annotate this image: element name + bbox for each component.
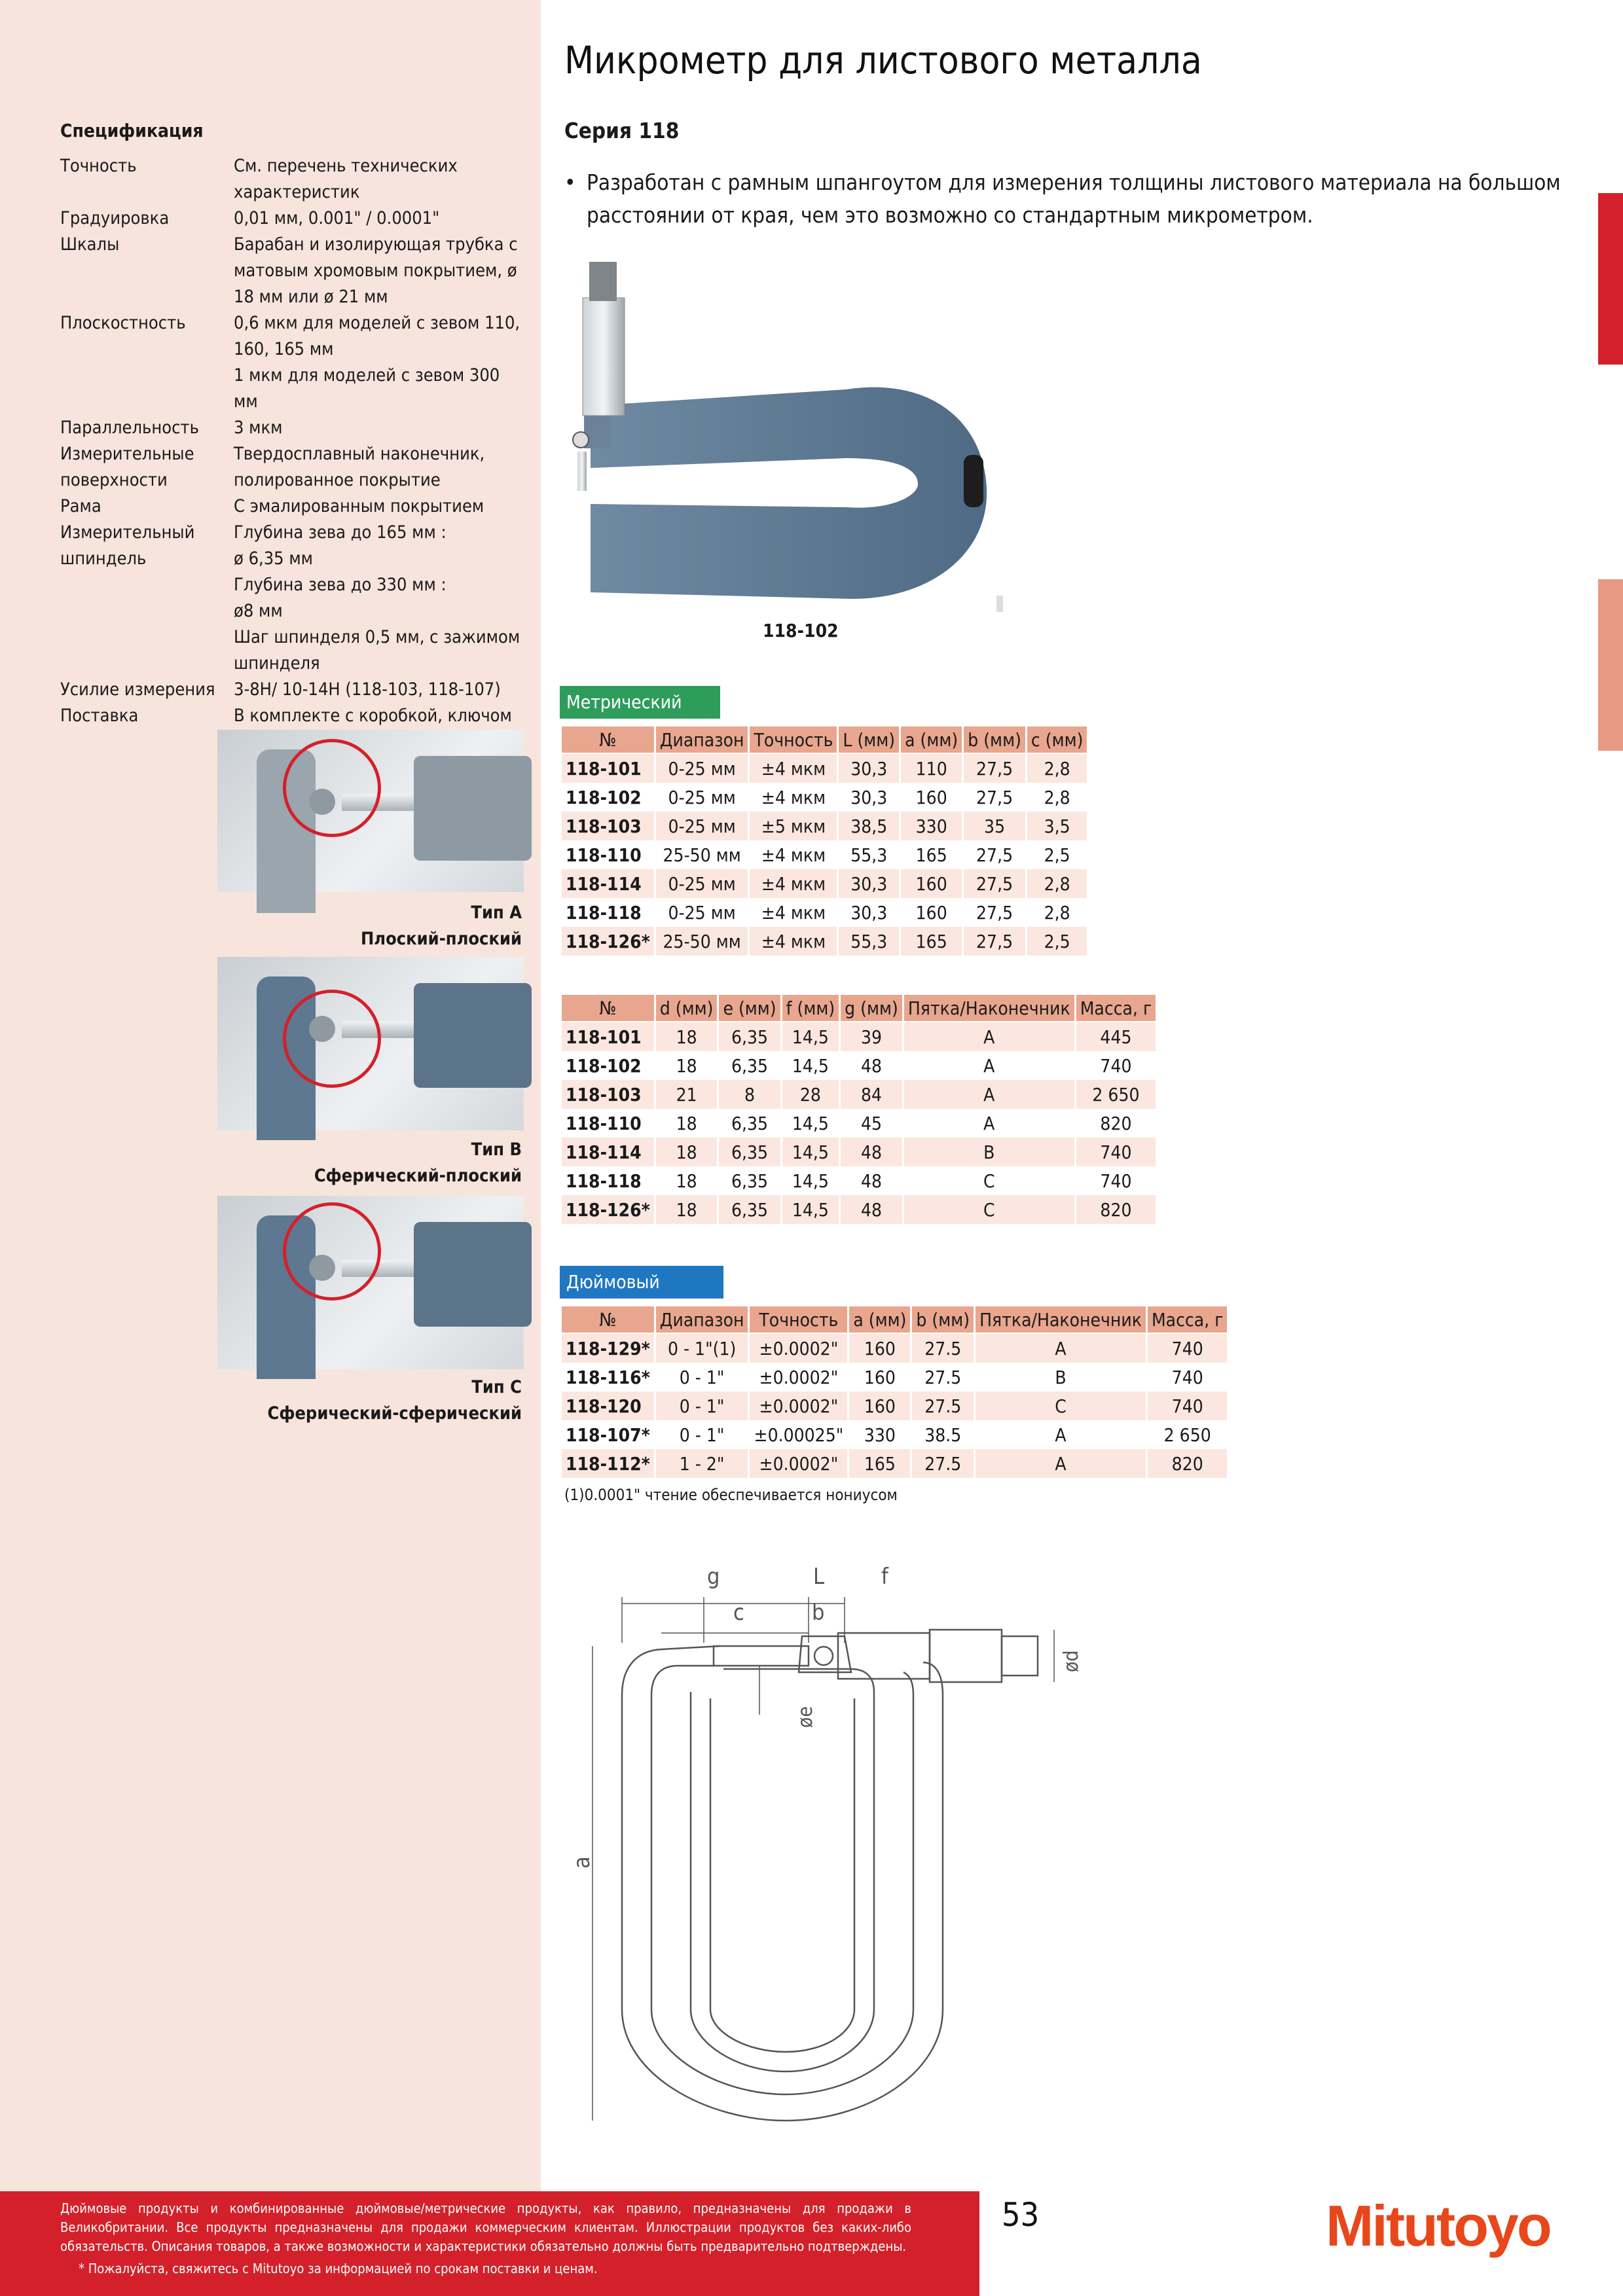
spec-value: 0,6 мкм для моделей с зевом 110, 160, 165 мм 1 мкм для моделей с зевом 300 мм — [234, 313, 520, 412]
type-c-caption — [268, 1374, 522, 1427]
table-cell: 2,8 — [1027, 754, 1087, 783]
column-header: Пятка/Наконечник — [976, 1306, 1146, 1334]
model-number-cell: 118-118 — [562, 1166, 654, 1195]
series-label: Серия 118 — [564, 118, 680, 143]
table-cell: 330 — [849, 1420, 910, 1449]
column-header: № — [562, 995, 654, 1022]
table-cell: 25-50 мм — [656, 840, 748, 869]
table-row — [562, 1022, 1156, 1051]
column-header: Пятка/Наконечник — [904, 995, 1074, 1022]
type-a-name: Тип А — [471, 903, 522, 923]
table-cell: 48 — [841, 1138, 902, 1166]
model-number-cell: 118-101 — [562, 1022, 654, 1051]
table-cell: 27.5 — [912, 1449, 974, 1478]
table-cell: A — [976, 1420, 1146, 1449]
column-header: f (мм) — [782, 995, 839, 1022]
metric-table-1 — [560, 726, 1089, 956]
table-cell: 6,35 — [719, 1109, 780, 1138]
table-cell: 28 — [782, 1080, 839, 1109]
table-cell: 160 — [849, 1363, 910, 1391]
spec-value: См. перечень технических характеристик — [234, 156, 458, 202]
model-number-cell: 118-126* — [562, 927, 654, 956]
type-b-caption — [314, 1137, 522, 1189]
table-cell: 30,3 — [839, 898, 899, 927]
spec-value: 0,01 мм, 0.001" / 0.0001" — [234, 208, 440, 228]
table-cell: 27.5 — [912, 1391, 974, 1420]
table-cell: A — [904, 1022, 1074, 1051]
table-cell: 2 650 — [1148, 1420, 1228, 1449]
drawing-label-b: b — [812, 1600, 825, 1626]
model-number-cell: 118-107* — [562, 1420, 654, 1449]
spec-table — [60, 153, 528, 729]
spec-key: Градуировка — [60, 208, 170, 228]
table-cell: 165 — [901, 927, 962, 956]
table-cell: 160 — [901, 783, 962, 812]
table-cell: 18 — [656, 1109, 718, 1138]
inch-footnote: (1)0.0001" чтение обеспечивается нониусом — [564, 1486, 898, 1504]
model-number-cell: 118-129* — [562, 1334, 654, 1363]
table-cell: ±4 мкм — [750, 783, 837, 812]
table-row — [562, 1334, 1227, 1363]
section-tab — [1598, 579, 1623, 751]
spec-value: В комплекте с коробкой, ключом — [234, 706, 512, 726]
table-cell: 18 — [656, 1195, 718, 1224]
table-cell: 8 — [719, 1080, 780, 1109]
column-header: Масса, г — [1148, 1306, 1228, 1334]
spec-title: Спецификация — [60, 120, 204, 141]
spec-row — [60, 232, 528, 310]
drawing-label-c: c — [733, 1600, 744, 1626]
model-number-cell: 118-112* — [562, 1449, 654, 1478]
table-cell: 21 — [656, 1080, 718, 1109]
model-number-cell: 118-101 — [562, 754, 654, 783]
model-number-cell: 118-110 — [562, 1109, 654, 1138]
table-cell: B — [976, 1363, 1146, 1391]
table-cell: 160 — [849, 1391, 910, 1420]
table-cell: 0-25 мм — [656, 898, 748, 927]
table-row — [562, 1449, 1227, 1478]
inch-section-label: Дюймовый — [560, 1266, 723, 1299]
column-header: a (мм) — [901, 726, 962, 754]
type-b-name: Тип В — [471, 1139, 522, 1160]
table-cell: ±0.00025" — [750, 1420, 847, 1449]
spec-key: Плоскостность — [60, 313, 186, 333]
table-cell: 18 — [656, 1138, 718, 1166]
table-cell: 160 — [901, 869, 962, 898]
table-cell: 2 650 — [1076, 1080, 1156, 1109]
table-cell: 27,5 — [964, 783, 1025, 812]
product-photo — [564, 259, 1029, 612]
table-cell: 0-25 мм — [656, 783, 748, 812]
table-cell: 27.5 — [912, 1334, 974, 1363]
spec-row — [60, 310, 528, 415]
dimension-drawing — [569, 1551, 1198, 2140]
footer-disclaimer: Дюймовые продукты и комбинированные дюймовые/метрические продукты, как правило, предназначены для продажи в Великобритании. Все продукты предназначены для продажи коммерческим клиентам. Иллюстрации продуктов без каких-либо обязательств. Описания товаров, а также возможности и характеристики обязательно должны быть предварительно подтверждены. — [60, 2200, 911, 2254]
table-cell: 820 — [1076, 1109, 1156, 1138]
column-header: a (мм) — [849, 1306, 910, 1334]
table-cell: 740 — [1076, 1051, 1156, 1080]
table-cell: 740 — [1076, 1138, 1156, 1166]
table-cell: A — [904, 1109, 1074, 1138]
table-header-row — [562, 726, 1087, 754]
table-cell: ±0.0002" — [750, 1334, 847, 1363]
table-cell: 38,5 — [839, 812, 899, 840]
column-header: d (мм) — [656, 995, 718, 1022]
inch-table — [560, 1306, 1229, 1478]
column-header: Точность — [750, 726, 837, 754]
table-cell: 18 — [656, 1022, 718, 1051]
table-cell: 84 — [841, 1080, 902, 1109]
table-cell: 27,5 — [964, 840, 1025, 869]
table-row — [562, 754, 1087, 783]
type-a-caption — [361, 900, 522, 952]
table-row — [562, 1363, 1227, 1391]
table-cell: 0-25 мм — [656, 754, 748, 783]
spec-key: Точность — [60, 156, 137, 176]
table-cell: C — [904, 1195, 1074, 1224]
table-cell: 0-25 мм — [656, 869, 748, 898]
table-cell: ±4 мкм — [750, 840, 837, 869]
model-number-cell: 118-114 — [562, 869, 654, 898]
table-cell: ±0.0002" — [750, 1449, 847, 1478]
type-c-name: Тип С — [471, 1377, 522, 1397]
spec-key: Шкалы — [60, 234, 120, 255]
table-row — [562, 1109, 1156, 1138]
spec-value: 3 мкм — [234, 418, 283, 438]
table-cell: 55,3 — [839, 840, 899, 869]
spec-key: Рама — [60, 496, 101, 516]
table-cell: A — [976, 1449, 1146, 1478]
model-number-cell: 118-118 — [562, 898, 654, 927]
column-header: e (мм) — [719, 995, 780, 1022]
table-row — [562, 1420, 1227, 1449]
table-cell: ±4 мкм — [750, 754, 837, 783]
table-cell: 45 — [841, 1109, 902, 1138]
type-b-photo — [217, 957, 524, 1130]
spec-key: Параллельность — [60, 418, 199, 438]
table-cell: 55,3 — [839, 927, 899, 956]
table-cell: 820 — [1076, 1195, 1156, 1224]
spec-key: Измерительные поверхности — [60, 444, 194, 490]
description-text: Разработан с рамным шпангоутом для измерения толщины листового материала на большом расстоянии от края, чем это возможно со стандартным микрометром. — [587, 170, 1561, 228]
footer-note: * Пожалуйста, свяжитесь с Mitutoyo за информацией по срокам поставки и ценам. — [79, 2261, 598, 2276]
spec-value: Твердосплавный наконечник, полированное покрытие — [234, 444, 485, 490]
metric-section-label: Метрический — [560, 686, 720, 719]
model-number-cell: 118-110 — [562, 840, 654, 869]
table-cell: 160 — [901, 898, 962, 927]
table-cell: 740 — [1148, 1363, 1228, 1391]
table-cell: 14,5 — [782, 1051, 839, 1080]
spec-value: 3-8Н/ 10-14Н (118-103, 118-107) — [234, 679, 501, 700]
spec-value: Глубина зева до 165 мм : ø 6,35 мм Глубина зева до 330 мм : ø8 мм Шаг шпинделя 0,5 мм, с зажимом шпинделя — [234, 522, 520, 673]
table-cell: A — [904, 1051, 1074, 1080]
table-cell: 6,35 — [719, 1195, 780, 1224]
table-cell: 2,5 — [1027, 927, 1087, 956]
table-cell: 740 — [1148, 1391, 1228, 1420]
table-cell: C — [904, 1166, 1074, 1195]
model-number-cell: 118-120 — [562, 1391, 654, 1420]
table-cell: 2,8 — [1027, 898, 1087, 927]
table-row — [562, 927, 1087, 956]
table-cell: 0 - 1" — [656, 1391, 748, 1420]
spec-row — [60, 703, 528, 729]
brand-logo: Mitutoyo — [1326, 2193, 1550, 2258]
model-number-cell: 118-114 — [562, 1138, 654, 1166]
table-row — [562, 898, 1087, 927]
table-cell: 820 — [1148, 1449, 1228, 1478]
table-cell: A — [904, 1080, 1074, 1109]
drawing-label-g: g — [707, 1564, 720, 1590]
table-cell: 0 - 1"(1) — [656, 1334, 748, 1363]
table-cell: 27.5 — [912, 1363, 974, 1391]
table-row — [562, 869, 1087, 898]
spec-value: Барабан и изолирующая трубка с матовым хромовым покрытием, ø 18 мм или ø 21 мм — [234, 234, 518, 307]
spec-row — [60, 493, 528, 520]
table-cell: 27,5 — [964, 754, 1025, 783]
model-number-cell: 118-126* — [562, 1195, 654, 1224]
spec-row — [60, 677, 528, 703]
type-c-photo — [217, 1196, 524, 1369]
drawing-label-f: f — [881, 1564, 888, 1590]
table-cell: 38.5 — [912, 1420, 974, 1449]
table-cell: 0 - 1" — [656, 1363, 748, 1391]
model-number-cell: 118-116* — [562, 1363, 654, 1391]
spec-row — [60, 520, 528, 677]
table-cell: 18 — [656, 1166, 718, 1195]
table-row — [562, 1391, 1227, 1420]
table-cell: 35 — [964, 812, 1025, 840]
table-cell: 1 - 2" — [656, 1449, 748, 1478]
table-cell: 2,8 — [1027, 783, 1087, 812]
spec-row — [60, 206, 528, 232]
type-a-photo — [217, 730, 524, 892]
footer-bar — [0, 2191, 979, 2296]
table-cell: 39 — [841, 1022, 902, 1051]
type-b-desc: Сферический-плоский — [314, 1166, 522, 1186]
table-cell: 14,5 — [782, 1109, 839, 1138]
table-cell: 30,3 — [839, 869, 899, 898]
table-cell: 740 — [1148, 1334, 1228, 1363]
table-cell: ±5 мкм — [750, 812, 837, 840]
table-row — [562, 1166, 1156, 1195]
product-photo-caption: 118-102 — [763, 620, 839, 641]
spec-key: Усилие измерения — [60, 679, 215, 700]
table-cell: 25-50 мм — [656, 927, 748, 956]
table-cell: 14,5 — [782, 1138, 839, 1166]
table-row — [562, 1138, 1156, 1166]
model-number-cell: 118-103 — [562, 1080, 654, 1109]
table-cell: ±0.0002" — [750, 1391, 847, 1420]
column-header: L (мм) — [839, 726, 899, 754]
drawing-label-e: øe — [794, 1706, 817, 1728]
table-cell: 14,5 — [782, 1166, 839, 1195]
table-cell: 48 — [841, 1195, 902, 1224]
model-number-cell: 118-103 — [562, 812, 654, 840]
table-cell: C — [976, 1391, 1146, 1420]
table-cell: 27,5 — [964, 927, 1025, 956]
column-header: g (мм) — [841, 995, 902, 1022]
section-tab-active — [1598, 193, 1623, 365]
table-cell: 2,8 — [1027, 869, 1087, 898]
table-cell: 6,35 — [719, 1166, 780, 1195]
table-cell: 0 - 1" — [656, 1420, 748, 1449]
table-cell: 3,5 — [1027, 812, 1087, 840]
table-cell: 14,5 — [782, 1022, 839, 1051]
table-cell: 30,3 — [839, 754, 899, 783]
table-cell: 6,35 — [719, 1022, 780, 1051]
column-header: Точность — [750, 1306, 847, 1334]
type-a-desc: Плоский-плоский — [360, 929, 522, 949]
table-cell: ±4 мкм — [750, 898, 837, 927]
column-header: Диапазон — [656, 726, 748, 754]
table-cell: 48 — [841, 1166, 902, 1195]
table-cell: 27,5 — [964, 898, 1025, 927]
description — [564, 166, 1566, 232]
column-header: c (мм) — [1027, 726, 1087, 754]
table-cell: ±4 мкм — [750, 869, 837, 898]
metric-table-2 — [560, 995, 1158, 1224]
table-cell: 165 — [849, 1449, 910, 1478]
table-row — [562, 1080, 1156, 1109]
spec-row — [60, 415, 528, 441]
spec-row — [60, 153, 528, 206]
table-cell: 18 — [656, 1051, 718, 1080]
column-header: b (мм) — [912, 1306, 974, 1334]
table-cell: 30,3 — [839, 783, 899, 812]
bullet: • — [564, 170, 576, 195]
table-row — [562, 1195, 1156, 1224]
column-header: Масса, г — [1076, 995, 1156, 1022]
table-cell: ±4 мкм — [750, 927, 837, 956]
table-cell: 14,5 — [782, 1195, 839, 1224]
table-cell: 6,35 — [719, 1051, 780, 1080]
table-cell: 48 — [841, 1051, 902, 1080]
table-cell: 165 — [901, 840, 962, 869]
table-row — [562, 840, 1087, 869]
drawing-label-l: L — [813, 1564, 825, 1590]
spec-key: Измерительный шпиндель — [60, 522, 195, 569]
table-row — [562, 1051, 1156, 1080]
table-cell: 330 — [901, 812, 962, 840]
model-number-cell: 118-102 — [562, 1051, 654, 1080]
drawing-label-a: a — [569, 1856, 595, 1869]
table-cell: A — [976, 1334, 1146, 1363]
model-number-cell: 118-102 — [562, 783, 654, 812]
table-cell: 740 — [1076, 1166, 1156, 1195]
column-header: № — [562, 1306, 654, 1334]
drawing-label-d: ød — [1060, 1650, 1083, 1672]
page-title: Микрометр для листового металла — [564, 38, 1202, 82]
table-cell: 445 — [1076, 1022, 1156, 1051]
table-cell: ±0.0002" — [750, 1363, 847, 1391]
column-header: Диапазон — [656, 1306, 748, 1334]
table-cell: 6,35 — [719, 1138, 780, 1166]
spec-key: Поставка — [60, 706, 139, 726]
spec-row — [60, 441, 528, 493]
table-header-row — [562, 1306, 1227, 1334]
table-cell: B — [904, 1138, 1074, 1166]
table-header-row — [562, 995, 1156, 1022]
table-cell: 160 — [849, 1334, 910, 1363]
table-cell: 0-25 мм — [656, 812, 748, 840]
table-cell: 2,5 — [1027, 840, 1087, 869]
type-c-desc: Сферический-сферический — [267, 1403, 522, 1424]
table-row — [562, 812, 1087, 840]
column-header: № — [562, 726, 654, 754]
table-row — [562, 783, 1087, 812]
table-cell: 27,5 — [964, 869, 1025, 898]
table-cell: 110 — [901, 754, 962, 783]
column-header: b (мм) — [964, 726, 1025, 754]
page-number: 53 — [1002, 2196, 1040, 2234]
spec-value: С эмалированным покрытием — [234, 496, 484, 516]
